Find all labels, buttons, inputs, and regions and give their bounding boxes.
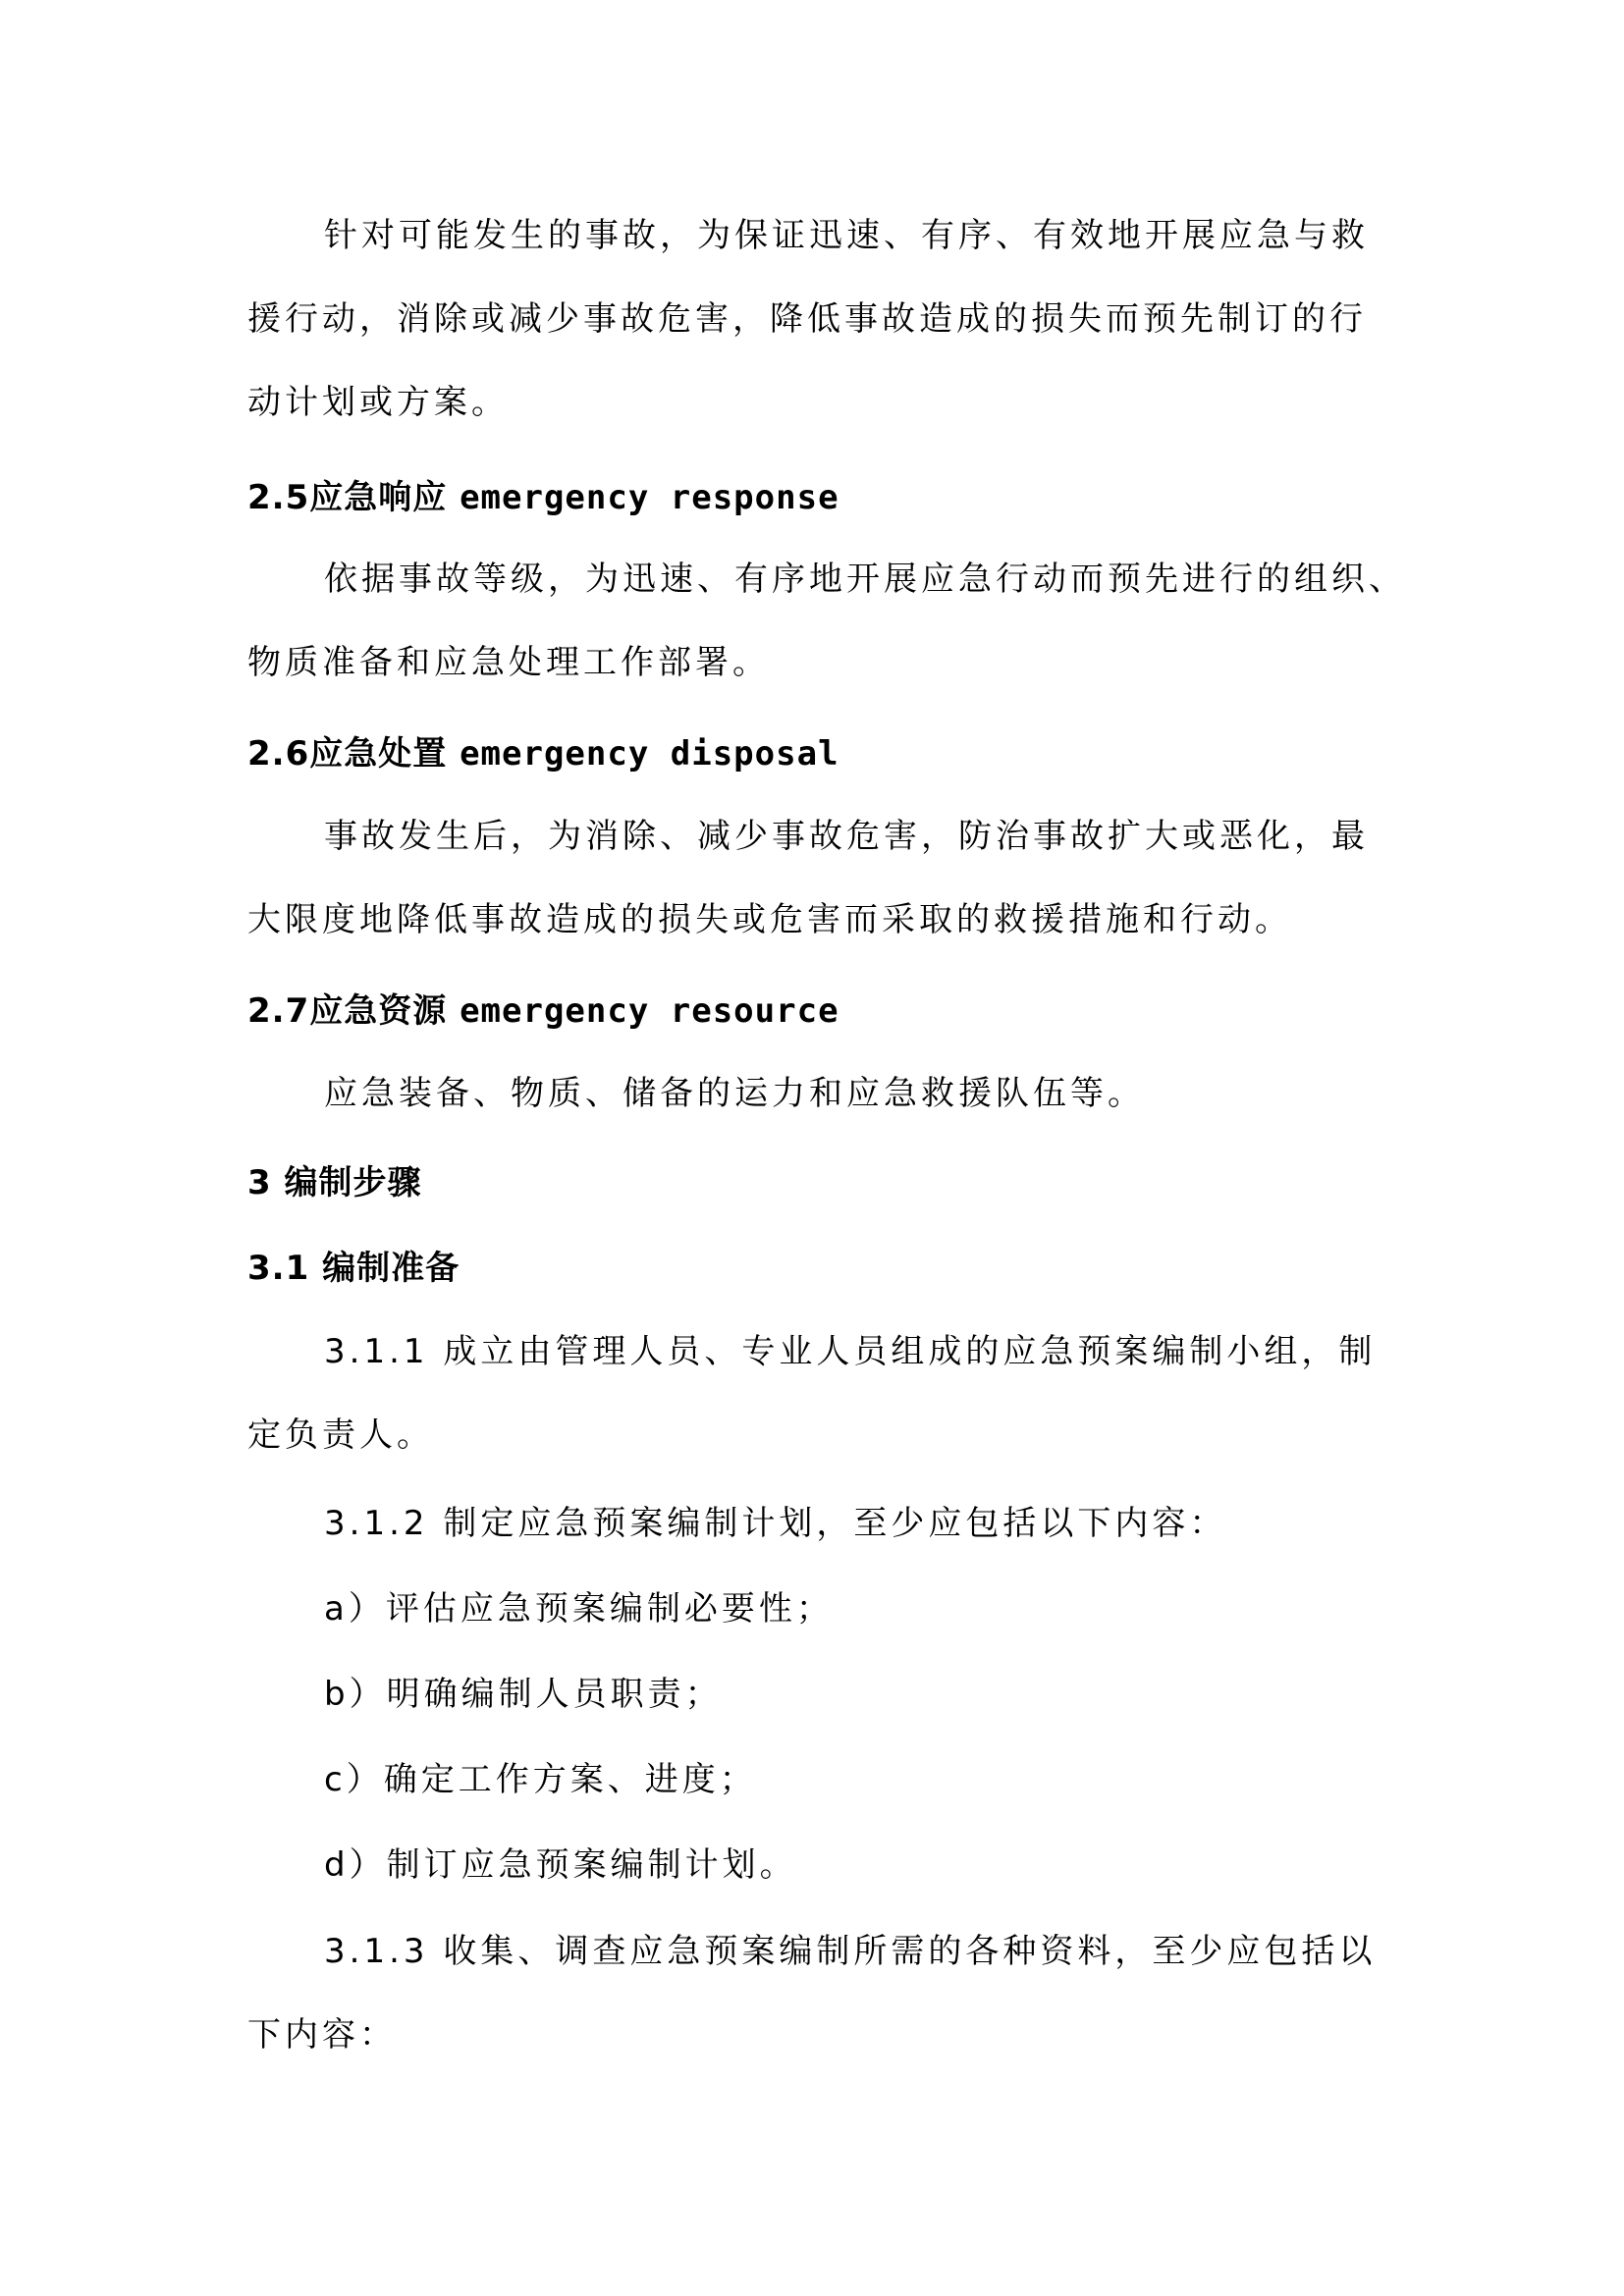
paragraph-line: 3.1.2 制定应急预案编制计划，至少应包括以下内容： — [324, 1504, 1227, 1543]
section-heading-2-7 — [247, 989, 1386, 1033]
paragraph-line: 下内容： — [247, 2015, 397, 2055]
paragraph-line: 针对可能发生的事故，为保证迅速、有序、有效地开展应急与救 — [324, 216, 1369, 255]
paragraph-line: 依据事故等级，为迅速、有序地开展应急行动而预先进行的组织、 — [324, 560, 1406, 599]
heading-title-en: emergency disposal — [460, 734, 839, 774]
paragraph-line: 3.1.3 收集、调查应急预案编制所需的各种资料，至少应包括以 — [324, 1932, 1377, 1971]
list-item: a）评估应急预案编制必要性； — [324, 1589, 834, 1629]
heading-number: 2.5 — [247, 478, 310, 517]
list-item: d）制订应急预案编制计划。 — [324, 1845, 797, 1885]
list-item: b）明确编制人员职责； — [324, 1675, 723, 1714]
paragraph-line: 援行动，消除或减少事故危害，降低事故造成的损失而预先制订的行 — [247, 299, 1367, 339]
section-heading-2-6 — [247, 732, 1386, 775]
paragraph-line: 3.1.1 成立由管理人员、专业人员组成的应急预案编制小组，制 — [324, 1332, 1377, 1371]
heading-number: 2.6 — [247, 734, 310, 774]
section-heading-2-5 — [247, 476, 1386, 519]
heading-title-en: emergency response — [460, 478, 839, 517]
section-heading-3: 3 编制步骤 — [247, 1163, 422, 1202]
section-heading-3-1: 3.1 编制准备 — [247, 1249, 460, 1288]
heading-title-zh: 应急响应 — [309, 478, 448, 517]
list-item: c）确定工作方案、进度； — [324, 1760, 757, 1799]
paragraph-line: 事故发生后，为消除、减少事故危害，防治事故扩大或恶化，最 — [324, 817, 1369, 856]
paragraph-line: 物质准备和应急处理工作部署。 — [247, 643, 770, 682]
paragraph-line: 动计划或方案。 — [247, 383, 509, 422]
heading-title-zh: 应急资源 — [309, 991, 448, 1031]
paragraph-line: 定负责人。 — [247, 1415, 434, 1455]
heading-title-en: emergency resource — [460, 991, 839, 1031]
heading-number: 2.7 — [247, 991, 310, 1031]
heading-title-zh: 应急处置 — [309, 734, 448, 774]
paragraph-line: 应急装备、物质、储备的运力和应急救援队伍等。 — [324, 1074, 1145, 1113]
paragraph-line: 大限度地降低事故造成的损失或危害而采取的救援措施和行动。 — [247, 900, 1292, 939]
